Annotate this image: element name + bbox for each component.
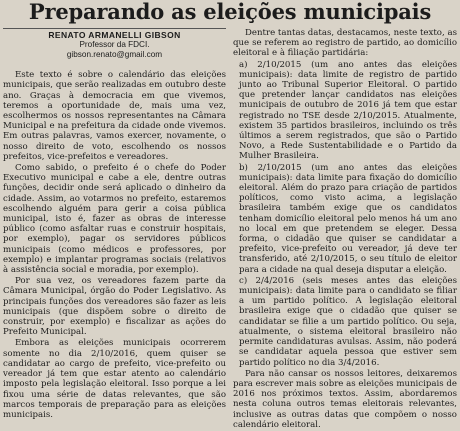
- author-email: gibson.renato@gmail.com: [66, 50, 163, 60]
- paragraph: Este texto é sobre o calendário das eleições municipais, que serão realizadas em outubro deste ano. Graças à democracia em que vivemos, teremos a oportunidade de, mais uma vez, escolhermos os nossos representantes na Câmara Municipal e na prefeitura da cidade onde vivemos. Em outras palavras, vamos exercer, novamente, o nosso direito de voto, escolhendo os nossos prefeitos, vice-prefeitos e vereadores.: [3, 70, 226, 162]
- paragraph: Embora as eleições municipais ocorrerem somente no dia 2/10/2016, quem quiser se candidatar ao cargo de prefeito, vice-prefeito ou vereador já tem que estar atento ao calendário imposto pela legislação eleitoral. Isso porque a lei fixou uma série de datas relevantes, que são marcos temporais de preparação para as eleições municipais.: [3, 338, 226, 420]
- left-column: [3, 28, 226, 421]
- paragraph: Dentre tantas datas, destacamos, neste texto, as que se referem ao registro de partido, ao domicílio eleitoral e à filiação partidária:: [233, 28, 457, 59]
- list-item: c) 2/4/2016 (seis meses antes das eleições municipais): data limite para o candidato se filiar a um partido político. A legislação eleitoral brasileira exige que o cidadão que quiser se candidatar se filie a um partido político. Ou seja, atualmente, o sistema eleitoral brasileiro não permite candidaturas avulsas. Assim, não poderá se candidatar aquela pessoa que estiver sem partido político no dia 3/4/2016.: [239, 275, 457, 368]
- right-column: [233, 28, 457, 431]
- article-headline: Preparando as eleições municipais: [28, 0, 432, 24]
- author-name: RENATO ARMANELLI GIBSON: [3, 28, 226, 40]
- list-item: b) 2/10/2015 (um ano antes das eleições municipais): data limite para fixação do domicílio eleitoral. Além do prazo para criação de partidos políticos, como visto acima, a legislação brasileira também exige que os candidatos tenham domicílio eleitoral pelo menos há um ano no local em que pretendem se eleger. Dessa forma, o cidadão que quiser se candidatar a prefeito, vice-prefeito ou vereador, já deve ter transferido, até 2/10/2015, o seu título de eleitor para a cidade na qual deseja disputar a eleição.: [239, 162, 457, 275]
- list-item: a) 2/10/2015 (um ano antes das eleições municipais): data limite de registro de partido junto ao Tribunal Superior Eleitoral. O partido que pretender lançar candidatos nas eleições municipais de outubro de 2016 já tem que estar registrado no TSE desde 2/10/2015. Atualmente, existem 35 partidos brasileiros, incluindo os três últimos a serem registrados, que são o Partido Novo, a Rede Sustentabilidade e o Partido da Mulher Brasileira.: [239, 59, 457, 162]
- author-role: Professor da FDCI.: [79, 40, 150, 50]
- paragraph: Por sua vez, os vereadores fazem parte da Câmara Municipal, órgão do Poder Legislativo. As principais funções dos vereadores são fazer as leis municipais (que dispõem sobre o direito de construir, por exemplo) e fiscalizar as ações do Prefeito Municipal.: [3, 276, 226, 338]
- paragraph: Para não cansar os nossos leitores, deixaremos para escrever mais sobre as eleições municipais de 2016 nos próximos textos. Assim, abordaremos nesta coluna outros temas eleitorais relevantes, inclusive as outras datas que compõem o nosso calendário eleitoral.: [233, 368, 457, 430]
- author-block: [3, 28, 226, 60]
- paragraph: Como sabido, o prefeito é o chefe do Poder Executivo municipal e cabe a ele, dentre outras funções, decidir onde será aplicado o dinheiro da cidade. Assim, ao votarmos no prefeito, estaremos escolhendo alguém para gerir a coisa pública municipal, isto é, fazer as obras de interesse público (como asfaltar ruas e construir hospitais, por exemplo), pagar os servidores públicos municipais (como médicos e professores, por exemplo) e implantar programas sociais (relativos à assistência social e moradia, por exemplo).: [3, 163, 226, 276]
